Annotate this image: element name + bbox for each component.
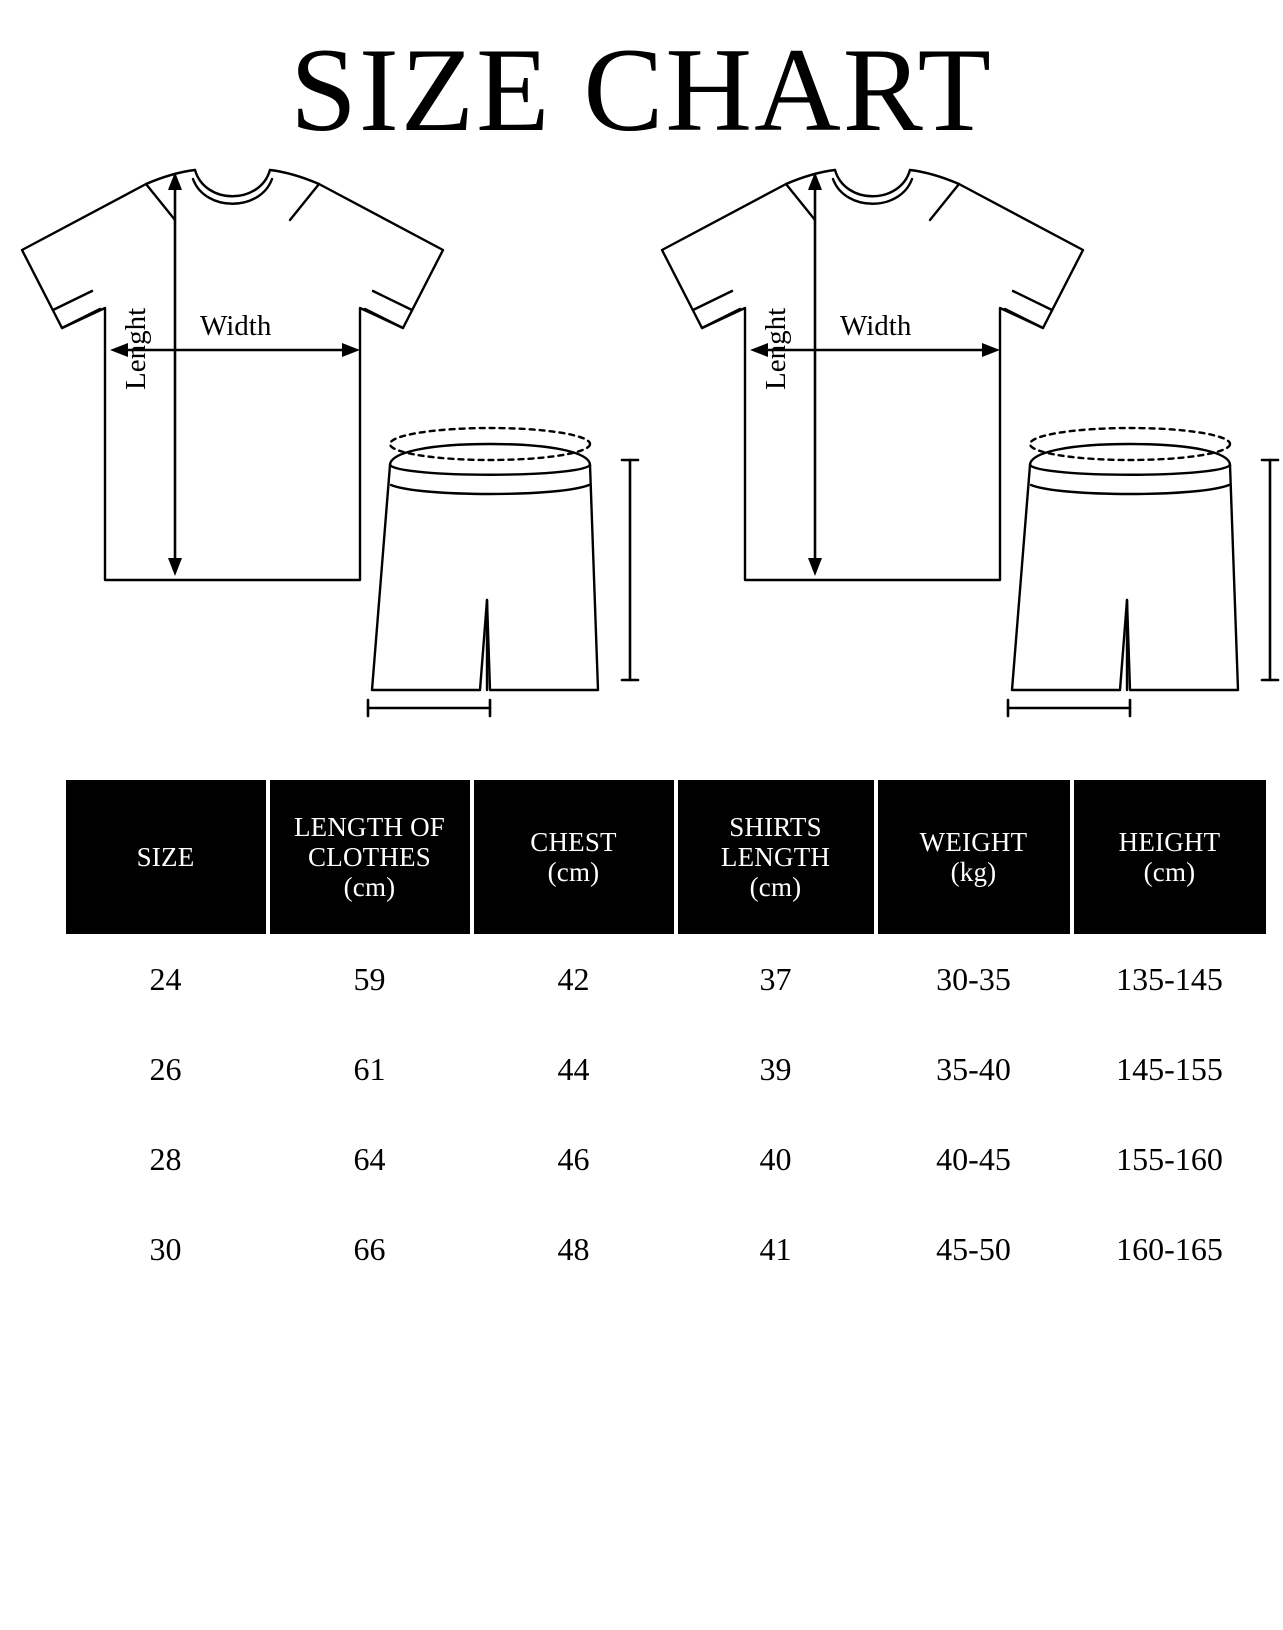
size-chart-table <box>62 780 1270 1294</box>
garment-illustrations <box>0 160 1283 750</box>
header-height-line-2: (cm) <box>1143 857 1196 887</box>
cell-height: 145-155 <box>1074 1024 1266 1114</box>
header-shirts-length-line-2: LENGTH <box>720 841 831 872</box>
cell-weight: 45-50 <box>878 1204 1070 1294</box>
cell-length-of-clothes: 61 <box>270 1024 470 1114</box>
length-label-left: Lenght <box>120 307 152 390</box>
cell-chest: 48 <box>474 1204 674 1294</box>
cell-length-of-clothes: 66 <box>270 1204 470 1294</box>
header-weight-line-2: (kg) <box>950 857 997 887</box>
cell-height: 135-145 <box>1074 934 1266 1024</box>
cell-shirts-length: 40 <box>678 1114 874 1204</box>
table-header-row <box>66 780 1266 934</box>
cell-size: 28 <box>66 1114 266 1204</box>
size-table-wrapper <box>62 780 1222 1294</box>
header-chest-line-2: (cm) <box>547 857 600 887</box>
table-row <box>66 1114 1266 1204</box>
cell-weight: 40-45 <box>878 1114 1070 1204</box>
table-row <box>66 1204 1266 1294</box>
header-length-line-2: CLOTHES <box>308 841 431 872</box>
header-weight-line-1: WEIGHT <box>919 826 1028 857</box>
cell-chest: 46 <box>474 1114 674 1204</box>
header-size-line-1: SIZE <box>136 841 195 872</box>
table-row <box>66 1024 1266 1114</box>
cell-shirts-length: 39 <box>678 1024 874 1114</box>
cell-chest: 44 <box>474 1024 674 1114</box>
width-label-left: Width <box>200 310 272 342</box>
cell-size: 26 <box>66 1024 266 1114</box>
cell-height: 155-160 <box>1074 1114 1266 1204</box>
width-label-right: Width <box>840 310 912 342</box>
cell-shirts-length: 37 <box>678 934 874 1024</box>
header-length-line-3: (cm) <box>343 872 396 903</box>
header-length-line-1: LENGTH OF <box>293 811 446 842</box>
header-chest <box>474 780 674 934</box>
cell-weight: 30-35 <box>878 934 1070 1024</box>
header-weight <box>878 780 1070 934</box>
tshirt-shorts-diagram-left <box>0 160 640 750</box>
table-row <box>66 934 1266 1024</box>
header-height <box>1074 780 1266 934</box>
garment-group-left <box>0 160 640 750</box>
cell-shirts-length: 41 <box>678 1204 874 1294</box>
length-label-right: Lenght <box>760 307 792 390</box>
header-length-of-clothes <box>270 780 470 934</box>
cell-size: 24 <box>66 934 266 1024</box>
cell-weight: 35-40 <box>878 1024 1070 1114</box>
cell-chest: 42 <box>474 934 674 1024</box>
cell-length-of-clothes: 64 <box>270 1114 470 1204</box>
cell-height: 160-165 <box>1074 1204 1266 1294</box>
cell-size: 30 <box>66 1204 266 1294</box>
header-shirts-length <box>678 780 874 934</box>
header-height-line-1: HEIGHT <box>1118 826 1221 857</box>
garment-group-right <box>640 160 1280 750</box>
tshirt-shorts-diagram-right <box>640 160 1280 750</box>
cell-length-of-clothes: 59 <box>270 934 470 1024</box>
header-shirts-length-line-3: (cm) <box>749 872 802 903</box>
page-title: SIZE CHART <box>290 23 993 156</box>
header-shirts-length-line-1: SHIRTS <box>729 811 822 842</box>
header-chest-line-1: CHEST <box>530 826 617 857</box>
header-size <box>66 780 266 934</box>
